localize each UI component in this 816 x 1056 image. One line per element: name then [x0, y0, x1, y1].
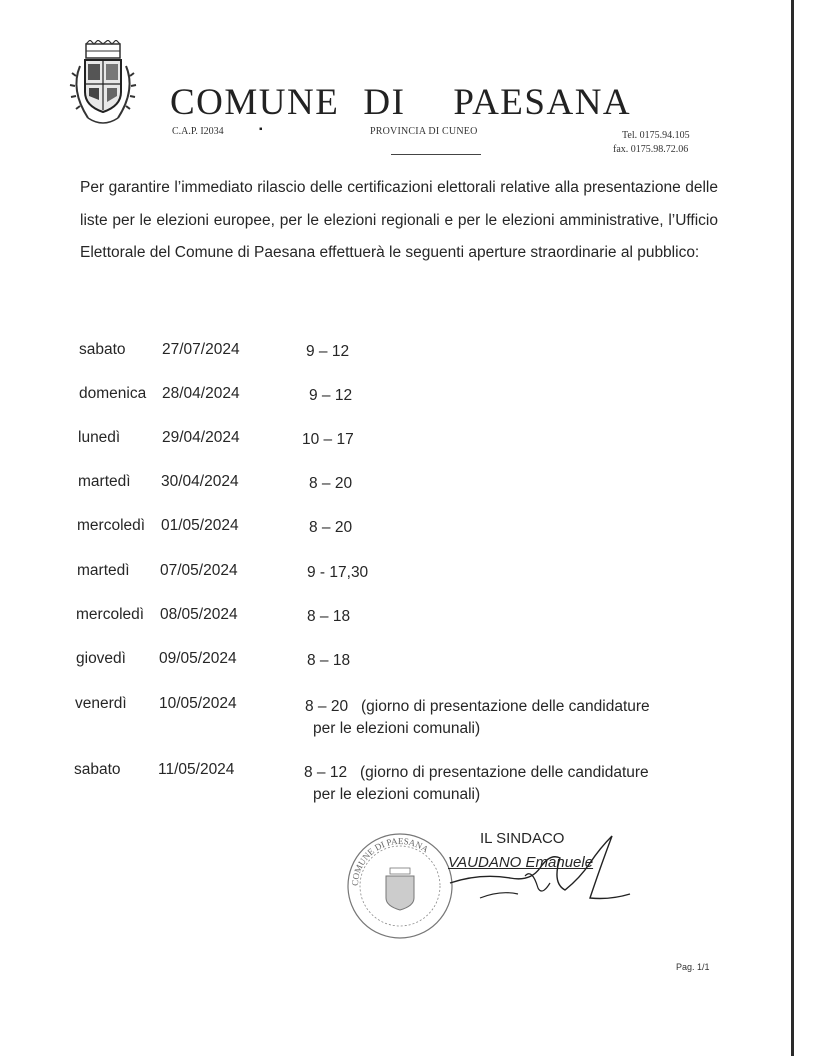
schedule-hours: 10 – 17 — [302, 431, 354, 448]
mayor-name: VAUDANO Emanuele — [448, 854, 594, 871]
schedule-day: sabato — [74, 761, 121, 778]
schedule-day: mercoledì — [76, 606, 145, 623]
schedule-hours: 8 – 20 — [309, 475, 353, 492]
schedule-note: (giorno di presentazione delle candidature — [360, 764, 649, 781]
telephone-number: Tel. 0175.94.105 — [622, 130, 690, 141]
schedule-date: 11/05/2024 — [158, 761, 235, 778]
schedule-date: 07/05/2024 — [160, 562, 238, 579]
page-edge-border — [791, 0, 794, 1056]
schedule-hours: 9 - 17,30 — [307, 564, 369, 581]
schedule-date: 09/05/2024 — [159, 650, 237, 667]
title-word-paesana: PAESANA — [453, 82, 632, 123]
fax-number: fax. 0175.98.72.06 — [613, 144, 689, 155]
mayor-title: IL SINDACO — [480, 830, 565, 847]
schedule-date: 01/05/2024 — [161, 517, 239, 534]
schedule-date: 10/05/2024 — [159, 695, 237, 712]
schedule-hours: 8 – 18 — [307, 652, 351, 669]
handwritten-signature-icon — [440, 828, 640, 908]
schedule-hours: 8 – 20 — [305, 698, 349, 715]
title-word-comune: COMUNE — [170, 82, 340, 123]
schedule-date: 30/04/2024 — [161, 473, 239, 490]
schedule-date: 29/04/2024 — [162, 429, 240, 446]
bullet-dot: ▪ — [259, 124, 263, 135]
schedule-day: martedì — [77, 562, 130, 579]
province-underline — [391, 154, 481, 155]
schedule-hours: 8 – 12 — [304, 764, 348, 781]
schedule-date: 27/07/2024 — [162, 341, 240, 358]
schedule-day: sabato — [79, 341, 126, 358]
schedule-hours: 8 – 20 — [309, 519, 353, 536]
municipality-title — [170, 84, 631, 121]
intro-paragraph: Per garantire l’immediato rilascio delle certificazioni elettorali relative alla presentazione delle liste per le elezioni europee, per le elezioni regionali e per le elezioni amministrative, l’Ufficio Elettorale del Comune di Paesana effettuerà le seguenti aperture straordinarie al pubblico: — [80, 179, 718, 261]
schedule-note-continued: per le elezioni comunali) — [313, 720, 481, 737]
schedule-note-continued: per le elezioni comunali) — [313, 786, 481, 803]
coat-of-arms-icon — [66, 40, 140, 130]
schedule-day: lunedì — [78, 429, 121, 446]
schedule-hours: 9 – 12 — [306, 343, 350, 360]
schedule-day: venerdì — [75, 695, 127, 712]
province-label: PROVINCIA DI CUNEO — [370, 126, 478, 137]
schedule-day: martedì — [78, 473, 131, 490]
schedule-day: giovedì — [76, 650, 126, 667]
schedule-day: mercoledì — [77, 517, 146, 534]
schedule-hours: 9 – 12 — [309, 387, 353, 404]
schedule-hours: 8 – 18 — [307, 608, 351, 625]
schedule-note: (giorno di presentazione delle candidature — [361, 698, 650, 715]
postal-code: C.A.P. I2034 — [172, 126, 224, 137]
schedule-date: 08/05/2024 — [160, 606, 238, 623]
title-word-di: DI — [363, 82, 406, 123]
page-number: Pag. 1/1 — [676, 962, 710, 972]
schedule-date: 28/04/2024 — [162, 385, 240, 402]
stamp-text: COMUNE DI PAESANA — [349, 835, 431, 887]
schedule-day: domenica — [79, 385, 147, 402]
